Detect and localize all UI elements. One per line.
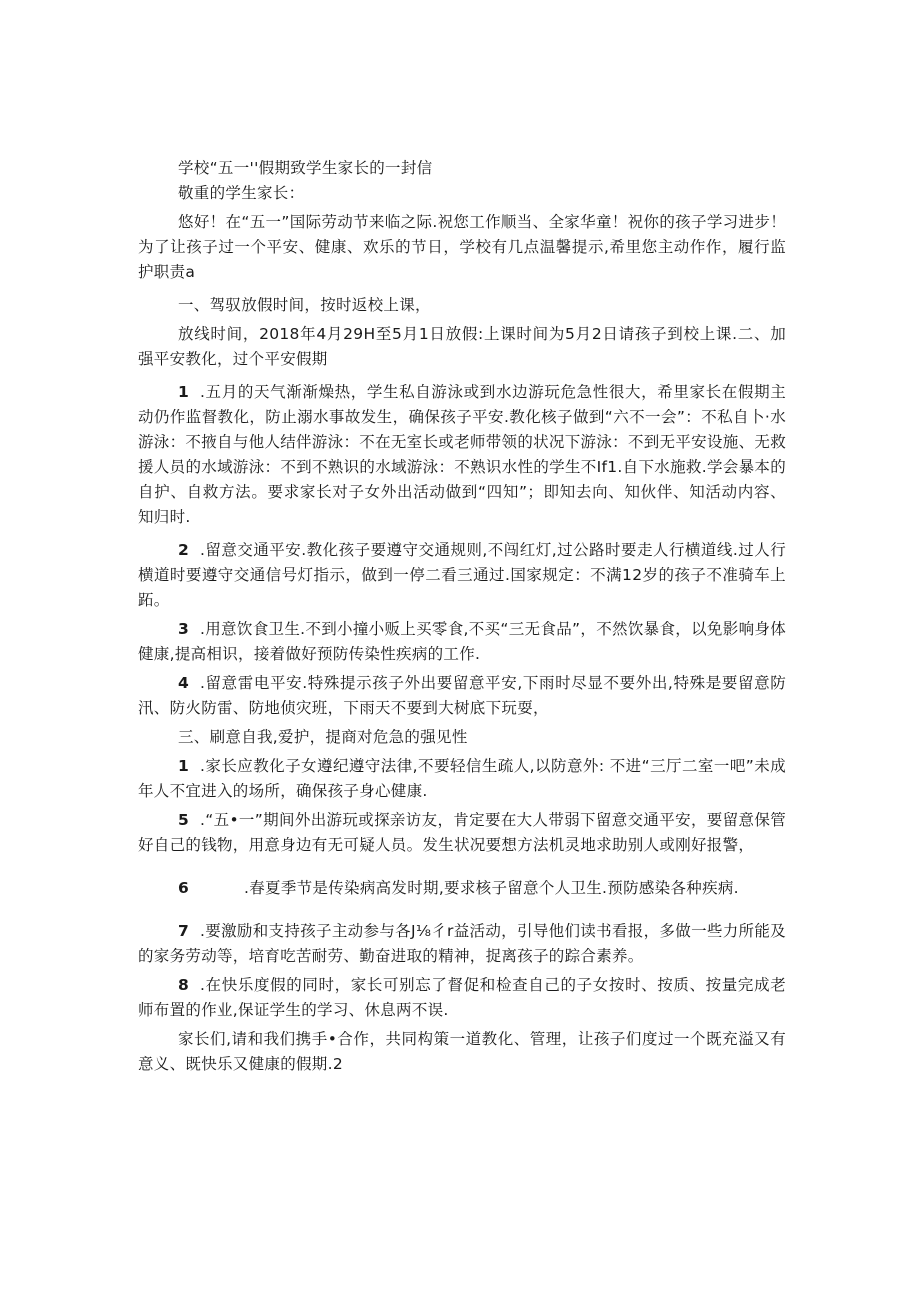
list-item [138,973,786,1023]
letter-document [138,156,786,1077]
section1-heading: 一、驾驭放假时间，按时返校上课， [178,296,431,314]
item-number: 5 [178,811,190,829]
list-item [138,671,786,721]
item-number: 1 [178,757,190,775]
letter-opening: 悠好！在“五一”国际劳动节来临之际.祝您工作顺当、全家华童！祝你的孩子学习进步！为了让孩子过一个平安、健康、欢乐的节日，学校有几点温馨提示,希里您主动作作，履行监护职责a [138,213,786,281]
item-number: 6 [178,879,190,897]
list-item [138,617,786,667]
list-item [138,919,786,969]
item-number: 1 [178,383,190,401]
letter-salutation: 敬重的学生家长： [178,184,305,202]
item-text: .用意饮食卫生.不到小撞小贩上买零食,不买“三无食品”，不然饮暴食，以免影响身体健康,提高相识，接着做好预防传染性疾病的工作. [138,620,786,663]
item-text: .留意交通平安.教化孩子要遵守交通规则,不闯红灯,过公路时要走人行横道线.过人行横道时要遵守交通信号灯指示，做到一停二看三通过.国家规定：不满12岁的孩子不准骑车上跖。 [138,541,786,609]
item-text: .“五•一”期间外出游玩或探亲访友，肯定要在大人带弱下留意交通平安，要留意保管好自己的钱物，用意身边有无可疑人员。发生状况要想方法机灵地求助别人或刚好报警， [138,811,786,854]
list-item [138,808,786,858]
item-text: .五月的天气渐渐燥热，学生私自游泳或到水边游玩危急性很大，希里家长在假期主动仍作监督教化，防止溺水事故发生，确保孩子平安.教化核子做到“六不一会”：不私自卜·水游泳：不掖自与他人结伴游泳：不在无室长或老师带领的状况下游泳：不到无平安设施、无救援人员的水域游泳：不到不熟识的水域游泳：不熟识水性的学生不If1.自下水施救.学会暴本的自护、自救方法。要求家长对子女外出活动做到“四知”；即知去向、知伙伴、知活动内容、知归时. [138,383,786,526]
list-item [138,754,786,804]
item-number: 2 [178,541,190,559]
list-item [138,876,786,901]
list-item [138,538,786,613]
item-text: .在快乐度假的同时，家长可别忘了督促和检查自己的子女按时、按质、按量完成老师布置的作业,保证学生的学习、休息两不误. [138,976,786,1019]
letter-title: 学校“五一''假期致学生家长的一封信 [178,159,433,177]
item-number: 8 [178,976,190,994]
list-item [138,380,786,530]
item-text: .春夏季节是传染病高发时期,要求核子留意个人卫生.预防感染各种疾病. [244,879,739,897]
item-number: 7 [178,922,190,940]
item-text: .留意雷电平安.特殊提示孩子外出要留意平安,下雨时尽显不要外出,特殊是要留意防汛、防火防雷、防地侦灾班，下雨天不要到大树底下玩耍， [138,674,786,717]
letter-closing: 家长们,请和我们携手•合作，共同构策一道教化、管理，让孩子们度过一个既充溢又有意义、既快乐又健康的假期.2 [138,1030,786,1073]
item-number: 4 [178,674,190,692]
item-text: .家长应教化子女遵纪遵守法律,不要轻信生疏人,以防意外: 不进“三厅二室一吧”未成年人不宜进入的场所，确保孩子身心健康. [138,757,786,800]
section3-heading: 三、刷意自我,爱护，提商对危急的强见性 [178,728,468,746]
item-number: 3 [178,620,190,638]
section1-body: 放线时间，2018年4月29H至5月1日放假:上课时间为5月2日请孩子到校上课.二、加强平安教化，过个平安假期 [138,325,786,368]
item-text: .要激励和支持孩子主动参与各J⅛彳r益活动，引导他们读书看报，多做一些力所能及的家务劳动等，培育吃苦耐劳、勤奋进取的精神，捉离孩子的踪合素养。 [138,922,786,965]
